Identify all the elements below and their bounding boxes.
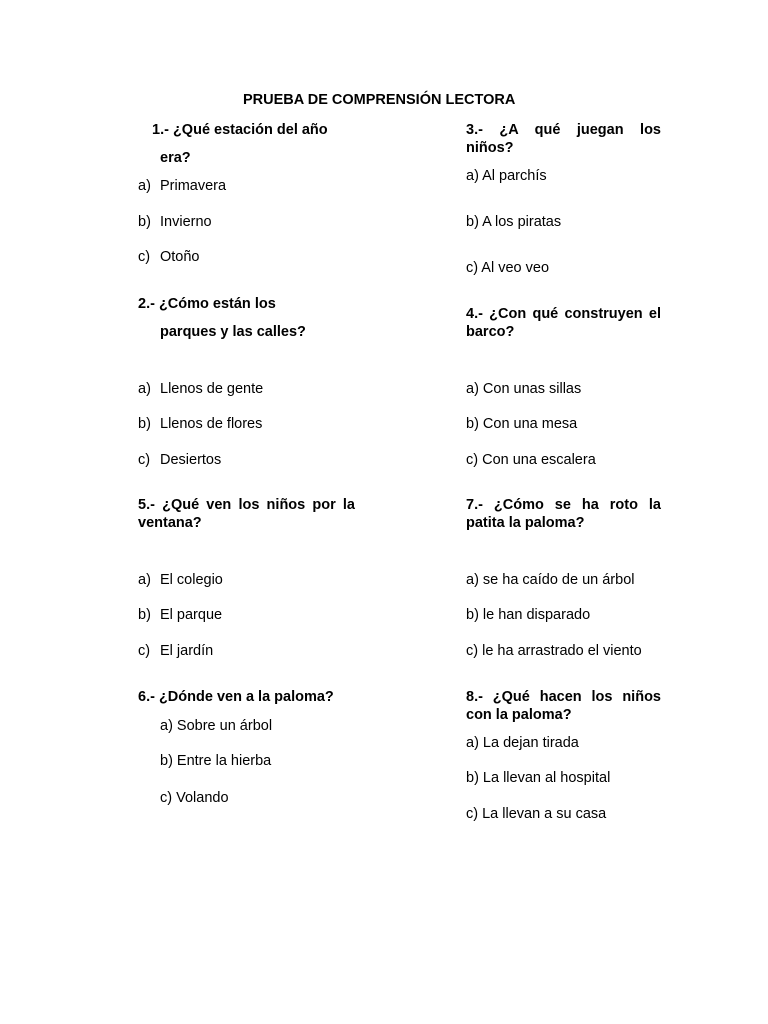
question-8-line-2: con la paloma? (466, 707, 572, 723)
question-1-line-1: 1.- ¿Qué estación del año (152, 122, 328, 138)
question-5-option-a (138, 572, 223, 588)
question-5-option-b (138, 607, 223, 623)
question-8-option-c: c) La llevan a su casa (466, 806, 607, 822)
option-text: El parque (160, 607, 223, 623)
option-text: Otoño (160, 249, 200, 265)
question-8-option-a: a) La dejan tirada (466, 735, 579, 751)
question-6-option-a: a) Sobre un árbol (160, 718, 273, 734)
question-6-option-c: c) Volando (160, 790, 229, 806)
option-label: c) (138, 452, 151, 468)
option-text: El colegio (160, 572, 223, 588)
question-7-option-c: c) le ha arrastrado el viento (466, 643, 642, 659)
question-5-option-c (138, 643, 214, 659)
question-7-option-a: a) se ha caído de un árbol (466, 572, 635, 588)
question-1-option-b (138, 214, 212, 230)
question-8-line-1: 8.- ¿Qué hacen los niños (466, 689, 661, 705)
question-3-option-b: b) A los piratas (466, 214, 562, 230)
question-4-option-a: a) Con unas sillas (466, 381, 582, 397)
question-2-option-a (138, 381, 264, 397)
question-4-line-2: barco? (466, 324, 515, 340)
question-3-option-c: c) Al veo veo (466, 260, 550, 276)
question-4-option-b: b) Con una mesa (466, 416, 578, 432)
question-8-option-b: b) La llevan al hospital (466, 770, 611, 786)
question-1-option-a (138, 178, 227, 194)
option-label: a) (138, 572, 151, 588)
option-text: Llenos de gente (160, 381, 264, 397)
option-label: a) (138, 178, 151, 194)
question-6-option-b: b) Entre la hierba (160, 753, 272, 769)
question-6-line-1: 6.- ¿Dónde ven a la paloma? (138, 689, 334, 705)
question-1-option-c (138, 249, 200, 265)
question-2-line-2: parques y las calles? (160, 324, 306, 340)
option-text: Primavera (160, 178, 227, 194)
option-label: a) (138, 381, 151, 397)
question-5-line-1: 5.- ¿Qué ven los niños por la (138, 497, 355, 513)
question-7-line-1: 7.- ¿Cómo se ha roto la (466, 497, 661, 513)
question-2-line-1: 2.- ¿Cómo están los (138, 296, 276, 312)
option-text: Llenos de flores (160, 416, 263, 432)
question-1-line-2: era? (160, 150, 191, 166)
option-label: b) (138, 214, 151, 230)
question-7-option-b: b) le han disparado (466, 607, 591, 623)
question-2-option-c (138, 452, 222, 468)
question-2-option-b (138, 416, 263, 432)
option-text: Desiertos (160, 452, 222, 468)
question-3-line-2: niños? (466, 140, 514, 156)
option-text: Invierno (160, 214, 212, 230)
question-4-option-c: c) Con una escalera (466, 452, 596, 468)
option-label: c) (138, 643, 151, 659)
question-4-line-1: 4.- ¿Con qué construyen el (466, 306, 661, 322)
question-7-line-2: patita la paloma? (466, 515, 585, 531)
question-3-option-a: a) Al parchís (466, 168, 547, 184)
question-5-line-2: ventana? (138, 515, 202, 531)
question-3-line-1: 3.- ¿A qué juegan los (466, 122, 661, 138)
page-title: PRUEBA DE COMPRENSIÓN LECTORA (243, 92, 516, 108)
option-label: c) (138, 249, 151, 265)
option-label: b) (138, 607, 151, 623)
option-label: b) (138, 416, 151, 432)
option-text: El jardín (160, 643, 214, 659)
